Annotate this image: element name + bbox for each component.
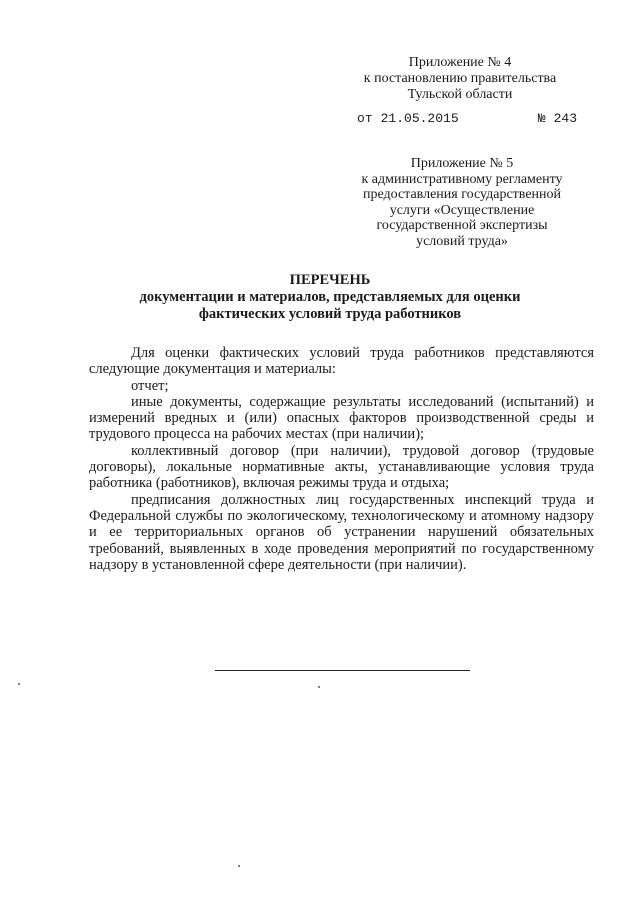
- body-paragraph: предписания должностных лиц государственных инспекций труда и Федеральной службы по экологическому, технологическому и атомному надзору и ее территориальных органов об устранении нарушений обязательных требований, выявленных в ходе проведения мероприятий по государственному надзору в установленной сфере деятельности (при наличии).: [89, 491, 594, 573]
- order-number: 243: [553, 111, 577, 126]
- appendix-4-header: [340, 55, 580, 103]
- body-paragraph: коллективный договор (при наличии), трудовой договор (трудовые договоры), локальные нормативные акты, устанавливающие условия труда работника (работников), включая режимы труда и отдыха;: [89, 442, 594, 492]
- appendix-5-line6: условий труда»: [416, 233, 508, 249]
- body-paragraph: отчет;: [131, 377, 169, 394]
- body-paragraph: Для оценки фактических условий труда работников представляются следующие документация и материалы:: [89, 345, 594, 378]
- scan-speck: [18, 683, 20, 685]
- title-heading: ПЕРЕЧЕНЬ: [289, 272, 371, 288]
- appendix-5-line4: услуги «Осуществление: [389, 202, 535, 218]
- title-subheading-line2: фактических условий труда работников: [198, 306, 462, 322]
- order-date: 21.05.2015: [380, 111, 459, 126]
- order-date-number: [357, 111, 577, 126]
- scan-speck: [318, 686, 320, 688]
- appendix-4-line2: к постановлению правительства: [363, 71, 557, 86]
- scan-speck: [238, 865, 240, 867]
- appendix-5-line3: предоставления государственной: [362, 187, 562, 202]
- appendix-5-line2: к административному регламенту: [361, 171, 563, 187]
- appendix-5-line1: Приложение № 5: [410, 156, 514, 171]
- order-number-group: [538, 111, 577, 126]
- closing-separator-line: [215, 670, 470, 671]
- order-number-prefix: №: [537, 111, 546, 126]
- appendix-5-line5: государственной экспертизы: [376, 218, 548, 233]
- order-date-group: [357, 111, 459, 126]
- document-body: [89, 345, 594, 573]
- document-title: [60, 272, 600, 323]
- appendix-4-line1: Приложение № 4: [408, 55, 512, 70]
- order-date-prefix: от: [357, 111, 373, 126]
- title-subheading-line1: документации и материалов, представляемых для оценки: [139, 289, 521, 305]
- appendix-5-header: [332, 156, 592, 249]
- appendix-4-line3: Тульской области: [407, 87, 513, 102]
- body-paragraph: иные документы, содержащие результаты исследований (испытаний) и измерений вредных и (или) опасных факторов производственной среды и трудового процесса на рабочих местах (при наличии);: [89, 393, 594, 443]
